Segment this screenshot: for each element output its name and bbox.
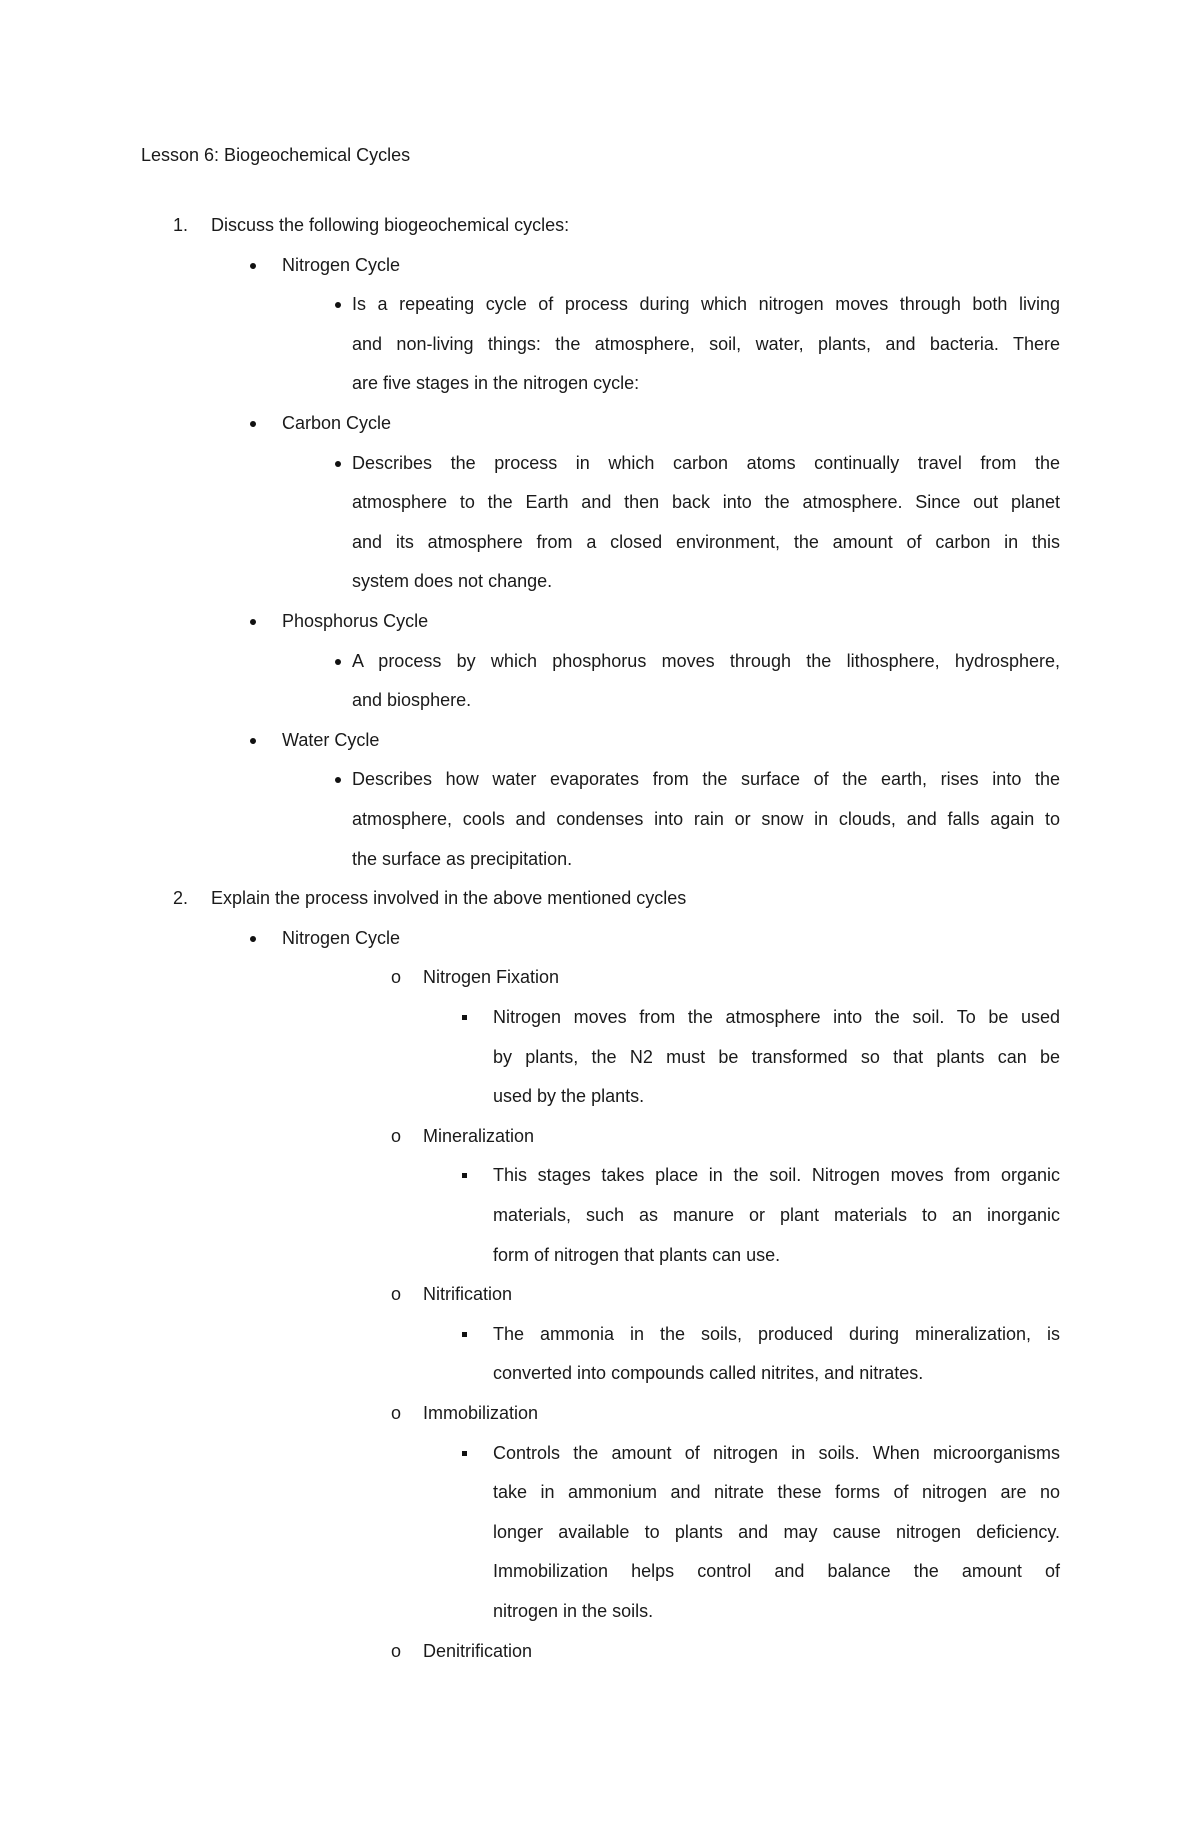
square-bullet-icon <box>462 1173 467 1178</box>
stage-heading: Nitrogen Fixation <box>423 967 560 987</box>
bullet-icon <box>335 302 341 308</box>
square-bullet-icon <box>462 1332 467 1337</box>
cycle-heading: Nitrogen Cycle <box>282 928 401 948</box>
question-text: Discuss the following biogeochemical cycles: <box>211 215 570 235</box>
list-number: 2. <box>173 888 189 908</box>
square-bullet-icon <box>462 1451 467 1456</box>
document-title: Lesson 6: Biogeochemical Cycles <box>141 145 411 165</box>
cycle-description-line: Is a repeating cycle of process during which nitrogen moves through both living <box>352 294 1060 314</box>
circle-bullet-icon: o <box>391 1284 402 1304</box>
circle-bullet-icon: o <box>391 967 402 987</box>
square-bullet-icon <box>462 1015 467 1020</box>
stage-description-line: materials, such as manure or plant materials to an inorganic <box>493 1205 1060 1225</box>
stage-description-line: by plants, the N2 must be transformed so that plants can be <box>493 1047 1060 1067</box>
cycle-description-line: Describes the process in which carbon atoms continually travel from the <box>352 453 1060 473</box>
stage-description-line: nitrogen in the soils. <box>493 1601 654 1621</box>
cycle-description-line: A process by which phosphorus moves through the lithosphere, hydrosphere, <box>352 651 1060 671</box>
stage-heading: Nitrification <box>423 1284 513 1304</box>
cycle-heading: Nitrogen Cycle <box>282 255 401 275</box>
stage-description-line: The ammonia in the soils, produced during mineralization, is <box>493 1324 1060 1344</box>
stage-description-line: Immobilization helps control and balance the amount of <box>493 1561 1060 1581</box>
stage-heading: Denitrification <box>423 1641 533 1661</box>
cycle-description-line: atmosphere to the Earth and then back into the atmosphere. Since out planet <box>352 492 1060 512</box>
cycle-description-line: are five stages in the nitrogen cycle: <box>352 373 640 393</box>
circle-bullet-icon: o <box>391 1403 402 1423</box>
stage-description-line: form of nitrogen that plants can use. <box>493 1245 781 1265</box>
stage-description-line: converted into compounds called nitrites, and nitrates. <box>493 1363 924 1383</box>
bullet-icon <box>250 421 256 427</box>
stage-description-line: Controls the amount of nitrogen in soils. When microorganisms <box>493 1443 1060 1463</box>
cycle-description-line: system does not change. <box>352 571 553 591</box>
stage-heading: Immobilization <box>423 1403 539 1423</box>
cycle-description-line: the surface as precipitation. <box>352 849 573 869</box>
bullet-icon <box>335 659 341 665</box>
bullet-icon <box>250 619 256 625</box>
cycle-description-line: atmosphere, cools and condenses into rain or snow in clouds, and falls again to <box>352 809 1060 829</box>
question-text: Explain the process involved in the above mentioned cycles <box>211 888 687 908</box>
circle-bullet-icon: o <box>391 1641 402 1661</box>
stage-description-line: longer available to plants and may cause nitrogen deficiency. <box>493 1522 1060 1542</box>
circle-bullet-icon: o <box>391 1126 402 1146</box>
stage-description-line: Nitrogen moves from the atmosphere into the soil. To be used <box>493 1007 1060 1027</box>
cycle-heading: Phosphorus Cycle <box>282 611 429 631</box>
stage-description-line: This stages takes place in the soil. Nitrogen moves from organic <box>493 1165 1060 1185</box>
cycle-heading: Water Cycle <box>282 730 380 750</box>
stage-heading: Mineralization <box>423 1126 535 1146</box>
stage-description-line: used by the plants. <box>493 1086 645 1106</box>
bullet-icon <box>335 777 341 783</box>
cycle-description-line: and biosphere. <box>352 690 472 710</box>
stage-description-line: take in ammonium and nitrate these forms of nitrogen are no <box>493 1482 1060 1502</box>
cycle-description-line: Describes how water evaporates from the surface of the earth, rises into the <box>352 769 1060 789</box>
cycle-description-line: and non-living things: the atmosphere, soil, water, plants, and bacteria. There <box>352 334 1060 354</box>
bullet-icon <box>250 738 256 744</box>
bullet-icon <box>250 263 256 269</box>
bullet-icon <box>250 936 256 942</box>
cycle-description-line: and its atmosphere from a closed environment, the amount of carbon in this <box>352 532 1060 552</box>
cycle-heading: Carbon Cycle <box>282 413 392 433</box>
list-number: 1. <box>173 215 189 235</box>
bullet-icon <box>335 461 341 467</box>
